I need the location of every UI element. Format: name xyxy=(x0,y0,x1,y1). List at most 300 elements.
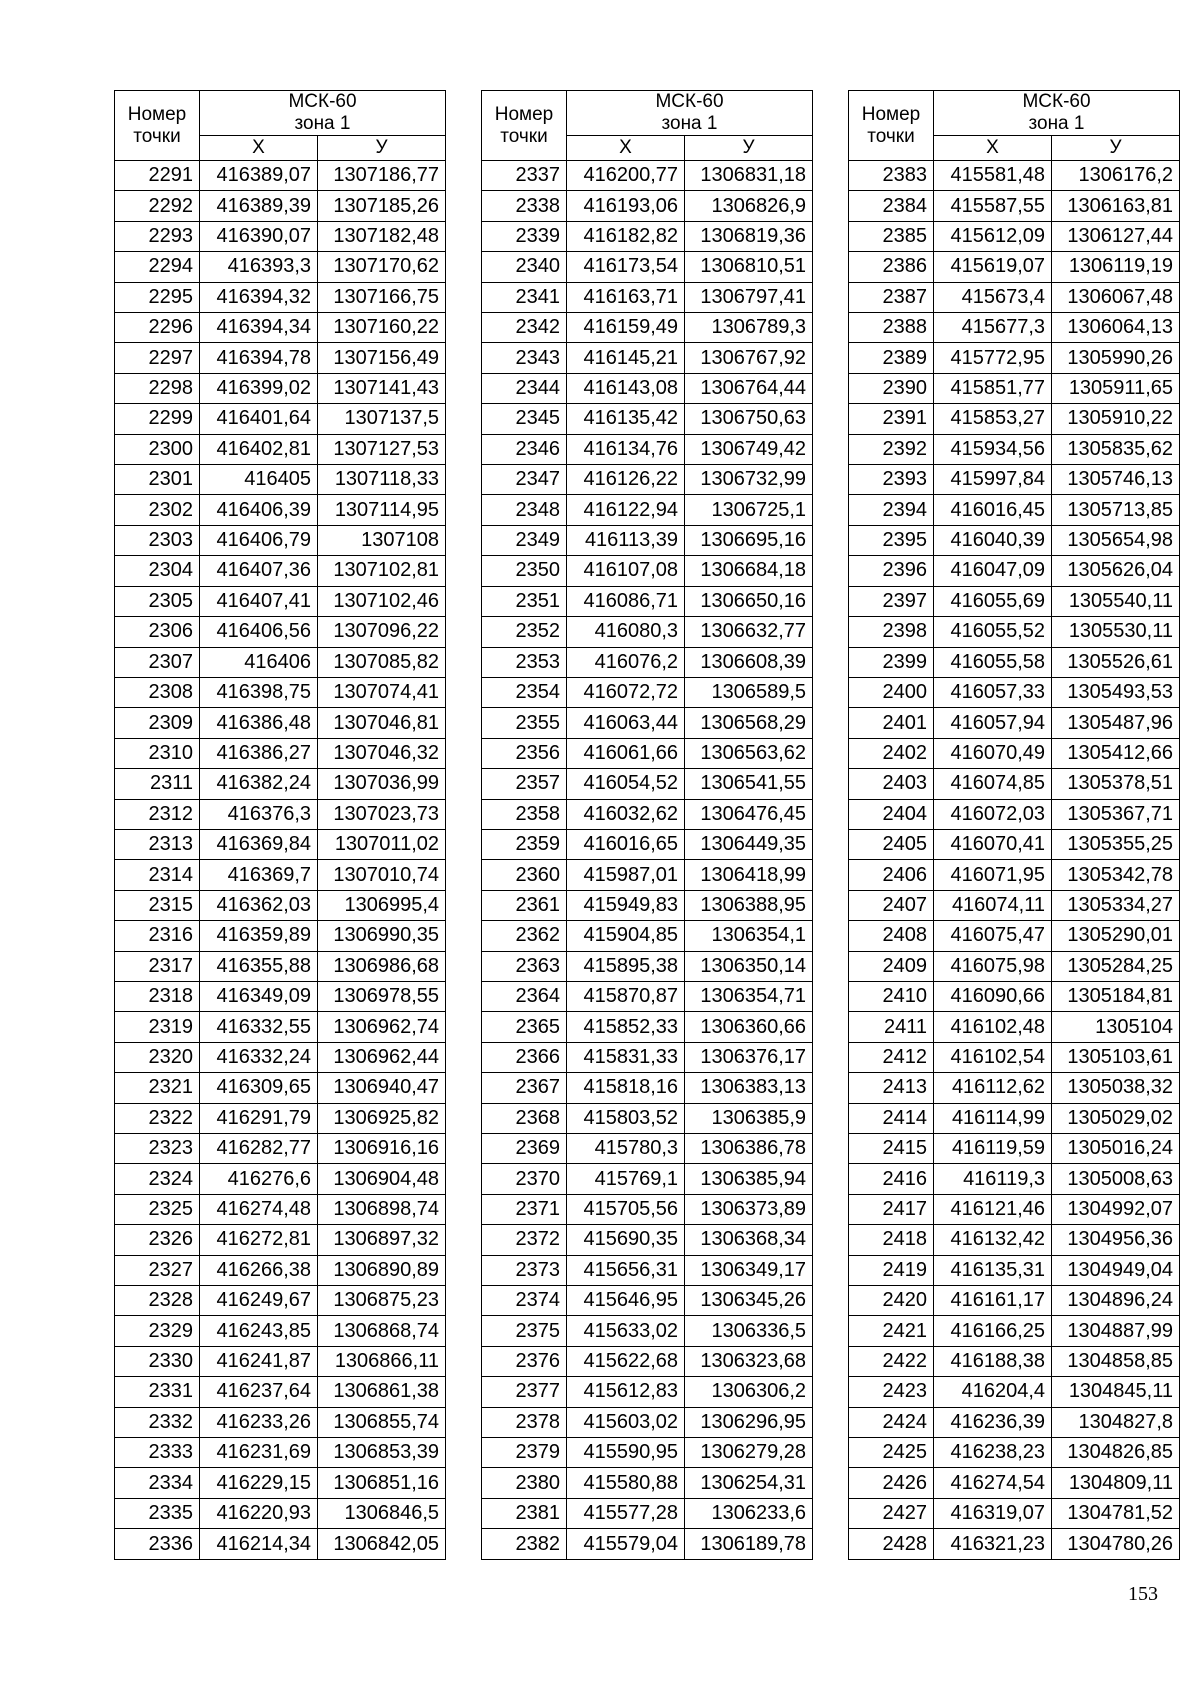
point-number-cell: 2353 xyxy=(482,647,567,677)
y-value-cell: 1307096,22 xyxy=(318,617,446,647)
y-value-cell: 1305284,25 xyxy=(1052,951,1180,981)
point-number-cell: 2411 xyxy=(849,1012,934,1042)
point-number-cell: 2306 xyxy=(115,617,200,647)
point-number-cell: 2387 xyxy=(849,282,934,312)
x-value-cell: 416074,85 xyxy=(934,769,1052,799)
x-value-cell: 415612,83 xyxy=(567,1377,685,1407)
x-value-cell: 416282,77 xyxy=(200,1134,318,1164)
point-number-cell: 2363 xyxy=(482,951,567,981)
point-number-cell: 2389 xyxy=(849,343,934,373)
y-value-cell: 1306853,39 xyxy=(318,1438,446,1468)
point-number-cell: 2349 xyxy=(482,525,567,555)
table-row xyxy=(482,860,813,890)
x-value-cell: 416386,27 xyxy=(200,738,318,768)
x-value-cell: 416274,54 xyxy=(934,1468,1052,1498)
x-value-cell: 416243,85 xyxy=(200,1316,318,1346)
table-row xyxy=(849,1346,1180,1376)
y-value-cell: 1306861,38 xyxy=(318,1377,446,1407)
point-number-cell: 2391 xyxy=(849,404,934,434)
x-value-cell: 416309,65 xyxy=(200,1073,318,1103)
x-value-cell: 416238,23 xyxy=(934,1438,1052,1468)
x-value-cell: 416107,08 xyxy=(567,556,685,586)
table-row xyxy=(115,221,446,251)
point-number-cell: 2382 xyxy=(482,1529,567,1560)
x-value-cell: 415579,04 xyxy=(567,1529,685,1560)
point-number-cell: 2319 xyxy=(115,1012,200,1042)
point-number-cell: 2343 xyxy=(482,343,567,373)
table-row xyxy=(115,495,446,525)
table-row xyxy=(115,161,446,191)
x-value-cell: 415831,33 xyxy=(567,1042,685,1072)
point-number-cell: 2329 xyxy=(115,1316,200,1346)
table-row xyxy=(482,1042,813,1072)
table-row xyxy=(482,586,813,616)
y-value-cell: 1306127,44 xyxy=(1052,221,1180,251)
x-value-cell: 415997,84 xyxy=(934,465,1052,495)
table-row xyxy=(849,1377,1180,1407)
y-value-cell: 1307166,75 xyxy=(318,282,446,312)
x-value-cell: 416249,67 xyxy=(200,1286,318,1316)
table-row xyxy=(115,860,446,890)
table-row xyxy=(115,829,446,859)
point-number-cell: 2337 xyxy=(482,161,567,191)
table-row xyxy=(115,1134,446,1164)
y-value-cell: 1304780,26 xyxy=(1052,1529,1180,1560)
y-value-cell: 1306916,16 xyxy=(318,1134,446,1164)
y-value-cell: 1307011,02 xyxy=(318,829,446,859)
point-number-cell: 2397 xyxy=(849,586,934,616)
y-value-cell: 1305713,85 xyxy=(1052,495,1180,525)
point-number-cell: 2327 xyxy=(115,1255,200,1285)
table-row xyxy=(482,921,813,951)
y-value-cell: 1305342,78 xyxy=(1052,860,1180,890)
table-row xyxy=(482,221,813,251)
table-row xyxy=(115,525,446,555)
table-row xyxy=(849,1073,1180,1103)
x-value-cell: 416134,76 xyxy=(567,434,685,464)
x-value-cell: 415852,33 xyxy=(567,1012,685,1042)
table-row xyxy=(482,769,813,799)
x-value-cell: 415895,38 xyxy=(567,951,685,981)
x-value-cell: 416143,08 xyxy=(567,373,685,403)
point-number-cell: 2348 xyxy=(482,495,567,525)
y-value-cell: 1306189,78 xyxy=(685,1529,813,1560)
y-value-cell: 1306449,35 xyxy=(685,829,813,859)
y-value-cell: 1306067,48 xyxy=(1052,282,1180,312)
point-number-cell: 2324 xyxy=(115,1164,200,1194)
table-row xyxy=(115,890,446,920)
y-value-cell: 1307160,22 xyxy=(318,313,446,343)
y-value-cell: 1307046,32 xyxy=(318,738,446,768)
point-number-cell: 2386 xyxy=(849,252,934,282)
table-row xyxy=(482,1407,813,1437)
table-row xyxy=(849,556,1180,586)
point-number-cell: 2346 xyxy=(482,434,567,464)
y-value-cell: 1305334,27 xyxy=(1052,890,1180,920)
point-number-cell: 2296 xyxy=(115,313,200,343)
y-value-cell: 1306336,5 xyxy=(685,1316,813,1346)
table-row xyxy=(849,1164,1180,1194)
point-number-cell: 2364 xyxy=(482,981,567,1011)
y-value-cell: 1305990,26 xyxy=(1052,343,1180,373)
point-number-cell: 2374 xyxy=(482,1286,567,1316)
x-value-cell: 416406,79 xyxy=(200,525,318,555)
point-number-cell: 2399 xyxy=(849,647,934,677)
point-number-cell: 2385 xyxy=(849,221,934,251)
table-row xyxy=(482,829,813,859)
table-row xyxy=(115,1225,446,1255)
x-value-cell: 415622,68 xyxy=(567,1346,685,1376)
x-value-cell: 416102,54 xyxy=(934,1042,1052,1072)
y-header: У xyxy=(685,136,813,161)
table-row xyxy=(115,951,446,981)
point-number-cell: 2418 xyxy=(849,1225,934,1255)
x-value-cell: 415772,95 xyxy=(934,343,1052,373)
y-value-cell: 1306354,71 xyxy=(685,981,813,1011)
table-row xyxy=(849,1468,1180,1498)
table-row xyxy=(849,1316,1180,1346)
x-value-cell: 416193,06 xyxy=(567,191,685,221)
y-value-cell: 1306978,55 xyxy=(318,981,446,1011)
y-value-cell: 1306233,6 xyxy=(685,1498,813,1528)
point-number-cell: 2414 xyxy=(849,1103,934,1133)
x-value-cell: 416070,41 xyxy=(934,829,1052,859)
y-value-cell: 1304845,11 xyxy=(1052,1377,1180,1407)
x-value-cell: 416204,4 xyxy=(934,1377,1052,1407)
y-value-cell: 1305654,98 xyxy=(1052,525,1180,555)
table-row xyxy=(115,1255,446,1285)
x-value-cell: 416159,49 xyxy=(567,313,685,343)
point-number-cell: 2383 xyxy=(849,161,934,191)
y-value-cell: 1307186,77 xyxy=(318,161,446,191)
table-row xyxy=(849,525,1180,555)
table-row xyxy=(482,1073,813,1103)
point-number-cell: 2332 xyxy=(115,1407,200,1437)
table-row xyxy=(482,343,813,373)
point-number-cell: 2322 xyxy=(115,1103,200,1133)
table-row xyxy=(849,951,1180,981)
table-row xyxy=(115,434,446,464)
x-value-cell: 416291,79 xyxy=(200,1103,318,1133)
x-value-cell: 415851,77 xyxy=(934,373,1052,403)
table-row xyxy=(482,373,813,403)
x-value-cell: 416369,7 xyxy=(200,860,318,890)
y-value-cell: 1306418,99 xyxy=(685,860,813,890)
y-value-cell: 1306725,1 xyxy=(685,495,813,525)
point-number-cell: 2317 xyxy=(115,951,200,981)
table-row xyxy=(482,465,813,495)
x-value-cell: 416061,66 xyxy=(567,738,685,768)
point-number-cell: 2424 xyxy=(849,1407,934,1437)
x-value-cell: 415581,48 xyxy=(934,161,1052,191)
x-header: Х xyxy=(567,136,685,161)
x-value-cell: 415987,01 xyxy=(567,860,685,890)
point-number-cell: 2393 xyxy=(849,465,934,495)
point-number-cell: 2368 xyxy=(482,1103,567,1133)
x-value-cell: 415590,95 xyxy=(567,1438,685,1468)
point-number-cell: 2304 xyxy=(115,556,200,586)
x-value-cell: 416321,23 xyxy=(934,1529,1052,1560)
y-value-cell: 1305008,63 xyxy=(1052,1164,1180,1194)
x-value-cell: 416135,31 xyxy=(934,1255,1052,1285)
table-row xyxy=(482,495,813,525)
x-value-cell: 416266,38 xyxy=(200,1255,318,1285)
y-value-cell: 1306940,47 xyxy=(318,1073,446,1103)
coordinate-table xyxy=(848,90,1180,1560)
point-number-cell: 2310 xyxy=(115,738,200,768)
table-row xyxy=(849,1134,1180,1164)
point-number-cell: 2410 xyxy=(849,981,934,1011)
y-value-cell: 1305378,51 xyxy=(1052,769,1180,799)
point-number-cell: 2297 xyxy=(115,343,200,373)
y-value-cell: 1305530,11 xyxy=(1052,617,1180,647)
table-row xyxy=(482,191,813,221)
point-number-cell: 2422 xyxy=(849,1346,934,1376)
x-value-cell: 416057,94 xyxy=(934,708,1052,738)
x-value-cell: 416055,52 xyxy=(934,617,1052,647)
y-value-cell: 1306732,99 xyxy=(685,465,813,495)
x-value-cell: 416102,48 xyxy=(934,1012,1052,1042)
x-value-cell: 416072,72 xyxy=(567,677,685,707)
table-row xyxy=(482,738,813,768)
y-value-cell: 1304781,52 xyxy=(1052,1498,1180,1528)
table-row xyxy=(849,617,1180,647)
x-value-cell: 416332,24 xyxy=(200,1042,318,1072)
table-row xyxy=(482,890,813,920)
point-number-cell: 2321 xyxy=(115,1073,200,1103)
table-row xyxy=(849,252,1180,282)
x-value-cell: 416401,64 xyxy=(200,404,318,434)
y-value-cell: 1306385,9 xyxy=(685,1103,813,1133)
point-number-cell: 2402 xyxy=(849,738,934,768)
x-value-cell: 416399,02 xyxy=(200,373,318,403)
point-number-cell: 2406 xyxy=(849,860,934,890)
x-value-cell: 415612,09 xyxy=(934,221,1052,251)
y-value-cell: 1306360,66 xyxy=(685,1012,813,1042)
table-row xyxy=(849,465,1180,495)
x-value-cell: 415853,27 xyxy=(934,404,1052,434)
x-value-cell: 416405 xyxy=(200,465,318,495)
table-row xyxy=(115,1286,446,1316)
x-value-cell: 416055,69 xyxy=(934,586,1052,616)
point-number-cell: 2395 xyxy=(849,525,934,555)
point-number-cell: 2420 xyxy=(849,1286,934,1316)
y-value-cell: 1306868,74 xyxy=(318,1316,446,1346)
x-value-cell: 416040,39 xyxy=(934,525,1052,555)
point-number-cell: 2340 xyxy=(482,252,567,282)
y-value-cell: 1306810,51 xyxy=(685,252,813,282)
x-value-cell: 416276,6 xyxy=(200,1164,318,1194)
x-value-cell: 416076,2 xyxy=(567,647,685,677)
table-row xyxy=(849,860,1180,890)
table-row xyxy=(115,1316,446,1346)
x-value-cell: 416188,38 xyxy=(934,1346,1052,1376)
y-value-cell: 1307010,74 xyxy=(318,860,446,890)
x-value-cell: 416047,09 xyxy=(934,556,1052,586)
table-row xyxy=(482,525,813,555)
y-value-cell: 1307156,49 xyxy=(318,343,446,373)
x-value-cell: 416359,89 xyxy=(200,921,318,951)
y-value-cell: 1307046,81 xyxy=(318,708,446,738)
point-number-cell: 2359 xyxy=(482,829,567,859)
point-number-cell: 2344 xyxy=(482,373,567,403)
y-value-cell: 1306176,2 xyxy=(1052,161,1180,191)
table-row xyxy=(482,1164,813,1194)
table-row xyxy=(849,313,1180,343)
table-row xyxy=(849,282,1180,312)
y-value-cell: 1306383,13 xyxy=(685,1073,813,1103)
table-row xyxy=(482,617,813,647)
y-value-cell: 1304809,11 xyxy=(1052,1468,1180,1498)
y-value-cell: 1307185,26 xyxy=(318,191,446,221)
table-row xyxy=(482,556,813,586)
point-number-header: Номер точки xyxy=(115,91,200,161)
x-value-cell: 416122,94 xyxy=(567,495,685,525)
table-row xyxy=(115,677,446,707)
table-row xyxy=(115,1346,446,1376)
table-row xyxy=(115,1103,446,1133)
x-value-cell: 416319,07 xyxy=(934,1498,1052,1528)
x-value-cell: 416090,66 xyxy=(934,981,1052,1011)
table-row xyxy=(482,1286,813,1316)
table-row xyxy=(482,677,813,707)
y-value-cell: 1306842,05 xyxy=(318,1529,446,1560)
point-number-cell: 2342 xyxy=(482,313,567,343)
x-header: Х xyxy=(934,136,1052,161)
y-value-cell: 1305910,22 xyxy=(1052,404,1180,434)
x-value-cell: 415603,02 xyxy=(567,1407,685,1437)
y-value-cell: 1305526,61 xyxy=(1052,647,1180,677)
point-number-cell: 2371 xyxy=(482,1194,567,1224)
y-value-cell: 1306749,42 xyxy=(685,434,813,464)
y-value-cell: 1306855,74 xyxy=(318,1407,446,1437)
point-number-cell: 2376 xyxy=(482,1346,567,1376)
y-value-cell: 1304887,99 xyxy=(1052,1316,1180,1346)
y-value-cell: 1306789,3 xyxy=(685,313,813,343)
point-number-cell: 2338 xyxy=(482,191,567,221)
point-number-header: Номер точки xyxy=(849,91,934,161)
x-value-cell: 416072,03 xyxy=(934,799,1052,829)
table-row xyxy=(482,1012,813,1042)
y-value-cell: 1305290,01 xyxy=(1052,921,1180,951)
point-number-cell: 2384 xyxy=(849,191,934,221)
point-number-cell: 2334 xyxy=(115,1468,200,1498)
point-number-cell: 2379 xyxy=(482,1438,567,1468)
y-value-cell: 1304858,85 xyxy=(1052,1346,1180,1376)
point-number-cell: 2303 xyxy=(115,525,200,555)
x-value-cell: 416389,07 xyxy=(200,161,318,191)
x-value-cell: 415705,56 xyxy=(567,1194,685,1224)
point-number-cell: 2405 xyxy=(849,829,934,859)
y-value-cell: 1306962,44 xyxy=(318,1042,446,1072)
y-value-cell: 1306306,2 xyxy=(685,1377,813,1407)
point-number-cell: 2341 xyxy=(482,282,567,312)
point-number-cell: 2390 xyxy=(849,373,934,403)
point-number-cell: 2336 xyxy=(115,1529,200,1560)
point-number-cell: 2331 xyxy=(115,1377,200,1407)
y-value-cell: 1305104 xyxy=(1052,1012,1180,1042)
point-number-cell: 2333 xyxy=(115,1438,200,1468)
y-value-cell: 1306350,14 xyxy=(685,951,813,981)
point-number-cell: 2316 xyxy=(115,921,200,951)
x-value-cell: 416355,88 xyxy=(200,951,318,981)
point-number-header: Номер точки xyxy=(482,91,567,161)
table-row xyxy=(849,921,1180,951)
y-value-cell: 1306750,63 xyxy=(685,404,813,434)
x-value-cell: 416054,52 xyxy=(567,769,685,799)
y-value-cell: 1306119,19 xyxy=(1052,252,1180,282)
y-value-cell: 1306254,31 xyxy=(685,1468,813,1498)
x-value-cell: 416126,22 xyxy=(567,465,685,495)
x-value-cell: 416057,33 xyxy=(934,677,1052,707)
table-row xyxy=(849,1255,1180,1285)
y-value-cell: 1306890,89 xyxy=(318,1255,446,1285)
table-row xyxy=(115,282,446,312)
y-value-cell: 1307137,5 xyxy=(318,404,446,434)
y-value-cell: 1305835,62 xyxy=(1052,434,1180,464)
point-number-cell: 2403 xyxy=(849,769,934,799)
y-value-cell: 1307023,73 xyxy=(318,799,446,829)
x-value-cell: 415587,55 xyxy=(934,191,1052,221)
table-row xyxy=(482,1225,813,1255)
table-row xyxy=(849,1225,1180,1255)
table-row xyxy=(849,221,1180,251)
x-value-cell: 415677,3 xyxy=(934,313,1052,343)
y-value-cell: 1306819,36 xyxy=(685,221,813,251)
table-row xyxy=(482,313,813,343)
point-number-cell: 2330 xyxy=(115,1346,200,1376)
coordinate-system-header: МСК-60 зона 1 xyxy=(934,91,1180,136)
coordinate-system-header: МСК-60 зона 1 xyxy=(567,91,813,136)
point-number-cell: 2335 xyxy=(115,1498,200,1528)
x-value-cell: 416406,39 xyxy=(200,495,318,525)
x-value-cell: 415780,3 xyxy=(567,1134,685,1164)
point-number-cell: 2339 xyxy=(482,221,567,251)
y-value-cell: 1307074,41 xyxy=(318,677,446,707)
table-row xyxy=(849,586,1180,616)
x-value-cell: 416145,21 xyxy=(567,343,685,373)
point-number-cell: 2370 xyxy=(482,1164,567,1194)
point-number-cell: 2318 xyxy=(115,981,200,1011)
point-number-cell: 2415 xyxy=(849,1134,934,1164)
point-number-cell: 2408 xyxy=(849,921,934,951)
table-row xyxy=(482,708,813,738)
table-row xyxy=(849,1194,1180,1224)
x-value-cell: 415904,85 xyxy=(567,921,685,951)
x-value-cell: 416362,03 xyxy=(200,890,318,920)
y-value-cell: 1306589,5 xyxy=(685,677,813,707)
point-number-cell: 2428 xyxy=(849,1529,934,1560)
x-value-cell: 416382,24 xyxy=(200,769,318,799)
page-number: 153 xyxy=(1128,1583,1158,1605)
table-row xyxy=(115,647,446,677)
table-row xyxy=(115,556,446,586)
table-row xyxy=(115,465,446,495)
x-value-cell: 415577,28 xyxy=(567,1498,685,1528)
x-value-cell: 416086,71 xyxy=(567,586,685,616)
table-row xyxy=(482,404,813,434)
y-value-cell: 1304896,24 xyxy=(1052,1286,1180,1316)
table-row xyxy=(115,252,446,282)
point-number-cell: 2312 xyxy=(115,799,200,829)
y-value-cell: 1306296,95 xyxy=(685,1407,813,1437)
point-number-cell: 2345 xyxy=(482,404,567,434)
y-value-cell: 1306385,94 xyxy=(685,1164,813,1194)
y-value-cell: 1306684,18 xyxy=(685,556,813,586)
table-row xyxy=(115,921,446,951)
y-value-cell: 1306904,48 xyxy=(318,1164,446,1194)
table-row xyxy=(482,1255,813,1285)
